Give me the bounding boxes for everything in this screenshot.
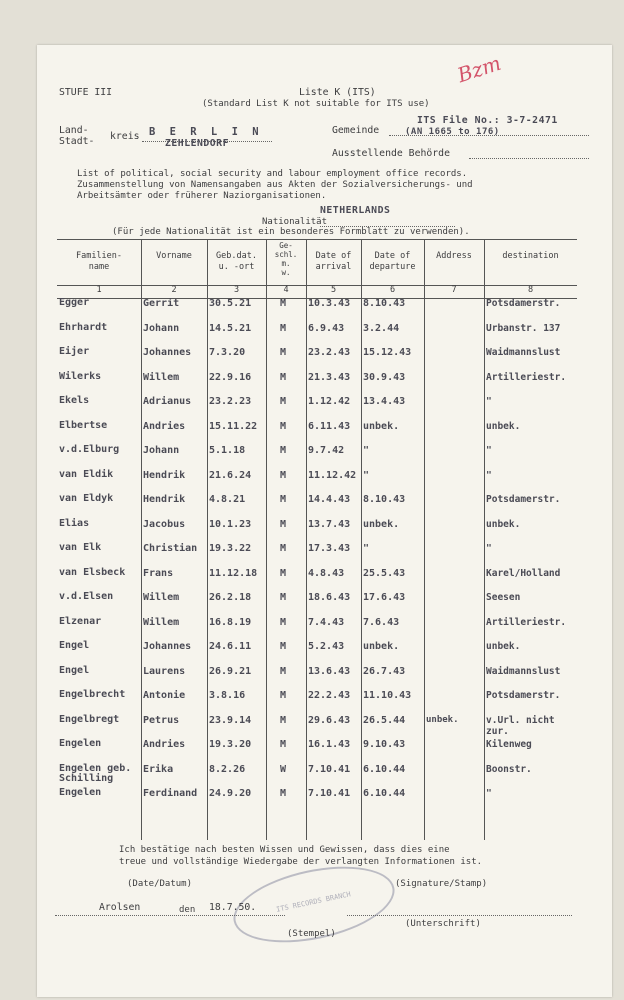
address-cell [424, 690, 484, 715]
kreis-label: kreis [110, 131, 140, 142]
gemeinde-label: Gemeinde [332, 125, 380, 136]
arrival-date-cell: 13.6.43 [308, 665, 351, 677]
address-cell [424, 421, 484, 446]
column-number-row [57, 285, 577, 298]
sex-cell: M [280, 592, 287, 603]
address-cell: unbek. [426, 714, 459, 725]
address-cell [424, 592, 484, 617]
column-number: 6 [389, 285, 396, 295]
departure-date-cell: 15.12.43 [363, 347, 412, 358]
land-label: Land- [59, 125, 89, 136]
departure-date-cell: 25.5.43 [363, 567, 406, 579]
departure-date-cell: 26.7.43 [363, 665, 406, 677]
arrival-date-cell: 22.2.43 [308, 690, 351, 701]
first-name-cell: Johannes [143, 347, 192, 358]
birth-date-cell: 8.2.26 [209, 763, 246, 775]
destination-cell: " [486, 445, 492, 456]
departure-date-cell: 9.10.43 [363, 739, 406, 750]
destination-cell: Urbanstr. 137 [486, 322, 561, 334]
departure-date-cell: 11.10.43 [363, 690, 412, 701]
date-value: 18.7.50. [209, 902, 257, 913]
sex-cell: M [280, 494, 287, 505]
address-cell [424, 568, 484, 593]
address-cell [424, 519, 484, 544]
address-cell [424, 347, 484, 372]
birth-date-cell: 4.8.21 [209, 494, 246, 505]
destination-cell: Seesen [486, 592, 521, 603]
table-row [57, 494, 577, 519]
surname-cell: van Eldik [59, 468, 114, 480]
departure-date-cell: 6.10.44 [363, 788, 406, 799]
column-number: 2 [171, 285, 177, 295]
table-row [57, 764, 577, 789]
stadt-label: Stadt- [59, 136, 95, 147]
address-cell [424, 788, 484, 813]
address-cell [424, 666, 484, 691]
birth-date-cell: 15.11.22 [209, 420, 258, 432]
stufe-label: STUFE III [59, 87, 113, 98]
departure-date-cell: 8.10.43 [363, 494, 406, 505]
stempel-label: (Stempel) [287, 929, 336, 939]
birth-date-cell: 7.3.20 [209, 347, 246, 358]
nationality-note: (Für jede Nationalität ist ein besonderes Formblatt zu verwenden). [112, 227, 470, 237]
destination-cell: unbek. [486, 420, 521, 432]
sex-cell: M [280, 616, 287, 628]
unterschrift-label: (Unterschrift) [405, 919, 481, 929]
birth-date-cell: 16.8.19 [209, 616, 252, 628]
table-row [57, 298, 577, 323]
birth-date-cell: 22.9.16 [209, 371, 252, 383]
destination-cell: Potsdamerstr. [486, 690, 561, 701]
destination-cell: Artilleriestr. [486, 371, 567, 383]
table-row [57, 568, 577, 593]
column-number: 8 [527, 285, 534, 295]
destination-cell: Potsdamerstr. [486, 494, 561, 505]
departure-date-cell: unbek. [363, 518, 400, 530]
address-cell [424, 739, 484, 764]
first-name-cell: Andries [143, 739, 186, 750]
column-header: Familien- name [75, 251, 123, 272]
birth-date-cell: 23.2.23 [209, 396, 252, 407]
address-cell [424, 372, 484, 397]
arrival-date-cell: 10.3.43 [308, 298, 351, 309]
ausstellende-label: Ausstellende Behörde [332, 148, 450, 159]
surname-cell: Engelbregt [59, 713, 120, 725]
sex-cell: M [280, 567, 287, 579]
column-header: Date of departure [369, 251, 416, 272]
destination-cell: " [486, 469, 492, 481]
first-name-cell: Willem [143, 592, 180, 603]
description-de-1: Zusammenstellung von Namensangaben aus Akten der Sozialversicherungs- und [77, 180, 473, 190]
surname-cell: Engelen [59, 787, 102, 798]
arrival-date-cell: 5.2.43 [308, 641, 345, 652]
surname-cell: Eijer [59, 346, 90, 357]
records-branch-stamp: ITS RECORDS BRANCH [227, 854, 402, 956]
arrival-date-cell: 18.6.43 [308, 592, 351, 603]
liste-title: Liste K (ITS) [299, 87, 376, 98]
address-cell [424, 641, 484, 666]
column-number: 4 [283, 285, 289, 295]
sex-cell: M [280, 347, 287, 358]
destination-cell: Potsdamerstr. [486, 298, 561, 309]
first-name-cell: Johann [143, 322, 180, 334]
arrival-date-cell: 7.4.43 [308, 616, 345, 628]
table-row [57, 739, 577, 764]
departure-date-cell: unbek. [363, 641, 400, 652]
birth-date-cell: 26.2.18 [209, 592, 252, 603]
destination-cell: Kilenweg [486, 739, 532, 750]
column-header: Vorname [156, 251, 192, 261]
destination-cell: Boonstr. [486, 763, 532, 775]
description-de-2: Arbeitsämter oder früherer Naziorganisationen. [77, 191, 327, 201]
destination-cell: v.Url. nicht zur. [486, 714, 555, 737]
table-row [57, 690, 577, 715]
surname-cell: Elias [59, 517, 90, 529]
birth-date-cell: 19.3.20 [209, 739, 252, 750]
birth-date-cell: 21.6.24 [209, 469, 252, 481]
records-body [57, 298, 577, 813]
table-row [57, 543, 577, 568]
first-name-cell: Willem [143, 616, 180, 628]
first-name-cell: Ferdinand [143, 788, 198, 799]
arrival-date-cell: 29.6.43 [308, 714, 351, 726]
column-number: 5 [330, 285, 337, 295]
departure-date-cell: " [363, 543, 370, 554]
address-cell [424, 470, 484, 495]
sex-cell: M [280, 788, 287, 799]
departure-date-cell: 13.4.43 [363, 396, 406, 407]
address-cell [424, 494, 484, 519]
attestation-line-1: Ich bestätige nach besten Wissen und Gewissen, dass dies eine [119, 845, 450, 855]
nationality-value: NETHERLANDS [320, 205, 391, 216]
birth-date-cell: 3.8.16 [209, 690, 246, 701]
first-name-cell: Gerrit [143, 298, 180, 309]
column-header: Address [436, 251, 472, 261]
sex-cell: W [280, 763, 287, 775]
arrival-date-cell: 13.7.43 [308, 518, 351, 530]
attestation-line-2: treue und vollständige Wiedergabe der verlangten Informationen ist. [119, 857, 483, 867]
table-row [57, 519, 577, 544]
address-cell [424, 445, 484, 470]
birth-date-cell: 11.12.18 [209, 567, 258, 579]
sex-cell: M [280, 469, 287, 481]
departure-date-cell: unbek. [363, 420, 400, 432]
arrival-date-cell: 17.3.43 [308, 543, 351, 554]
records-table [57, 239, 577, 813]
surname-cell: Engel [59, 640, 90, 651]
arrival-date-cell: 14.4.43 [308, 494, 351, 505]
column-header: Ge- schl. m. w. [274, 241, 298, 277]
destination-cell: Artilleriestr. [486, 616, 567, 628]
first-name-cell: Erika [143, 763, 174, 775]
arrival-date-cell: 4.8.43 [308, 567, 345, 579]
column-number: 1 [96, 285, 102, 295]
table-row [57, 372, 577, 397]
table-row [57, 396, 577, 421]
destination-cell: Karel/Holland [486, 567, 561, 579]
its-file-range: (AN 1665 to 176) [405, 127, 500, 137]
address-cell [424, 396, 484, 421]
address-cell [424, 617, 484, 642]
first-name-cell: Andries [143, 420, 186, 432]
date-label: (Date/Datum) [127, 879, 193, 889]
sex-cell: M [280, 543, 287, 554]
surname-cell: v.d.Elsen [59, 591, 114, 602]
table-row [57, 641, 577, 666]
first-name-cell: Johann [143, 445, 180, 456]
column-header-row [57, 239, 577, 285]
sex-cell: M [280, 690, 287, 701]
ausstellende-dotline [469, 158, 589, 159]
address-cell [424, 298, 484, 323]
birth-date-cell: 24.6.11 [209, 641, 252, 652]
arrival-date-cell: 23.2.43 [308, 347, 351, 358]
den-label: den [179, 905, 196, 915]
sex-cell: M [280, 518, 287, 530]
birth-date-cell: 5.1.18 [209, 445, 246, 456]
first-name-cell: Frans [143, 567, 174, 579]
birth-date-cell: 26.9.21 [209, 665, 252, 677]
place-value: Arolsen [99, 902, 141, 913]
surname-cell: Engelbrecht [59, 689, 126, 700]
first-name-cell: Hendrik [143, 494, 186, 505]
first-name-cell: Laurens [143, 665, 186, 677]
arrival-date-cell: 6.9.43 [308, 322, 345, 334]
table-row [57, 323, 577, 348]
arrival-date-cell: 7.10.41 [308, 763, 351, 775]
destination-cell: " [486, 396, 492, 407]
surname-cell: Engel [59, 664, 90, 676]
surname-cell: v.d.Elburg [59, 444, 120, 455]
arrival-date-cell: 6.11.43 [308, 420, 351, 432]
surname-cell: Ekels [59, 395, 90, 406]
arrival-date-cell: 9.7.42 [308, 445, 345, 456]
birth-date-cell: 10.1.23 [209, 518, 252, 530]
departure-date-cell: 3.2.44 [363, 322, 400, 334]
table-row [57, 788, 577, 813]
departure-date-cell: " [363, 445, 370, 456]
departure-date-cell: 8.10.43 [363, 298, 406, 309]
sex-cell: M [280, 322, 287, 334]
kreis-value: B E R L I N [149, 126, 263, 138]
sex-cell: M [280, 665, 287, 677]
sex-cell: M [280, 714, 287, 726]
column-header: destination [502, 251, 559, 261]
destination-cell: Waidmannslust [486, 347, 561, 358]
kreis-sub: ZEHLENDORF [165, 138, 229, 149]
destination-cell: " [486, 788, 492, 799]
surname-cell: Elbertse [59, 419, 108, 431]
sex-cell: M [280, 396, 287, 407]
table-row [57, 470, 577, 495]
table-row [57, 445, 577, 470]
table-row [57, 617, 577, 642]
birth-date-cell: 14.5.21 [209, 322, 252, 334]
departure-date-cell: " [363, 469, 370, 481]
destination-cell: unbek. [486, 518, 521, 530]
first-name-cell: Christian [143, 543, 198, 554]
date-dotline [55, 915, 285, 916]
sex-cell: M [280, 371, 287, 383]
first-name-cell: Petrus [143, 714, 180, 726]
departure-date-cell: 30.9.43 [363, 371, 406, 383]
first-name-cell: Johannes [143, 641, 192, 652]
first-name-cell: Adrianus [143, 396, 192, 407]
destination-cell: " [486, 543, 492, 554]
surname-cell: van Elk [59, 542, 102, 553]
surname-cell: Elzenar [59, 615, 102, 627]
departure-date-cell: 6.10.44 [363, 763, 406, 775]
surname-cell: van Eldyk [59, 493, 114, 504]
departure-date-cell: 17.6.43 [363, 592, 406, 603]
standard-note: (Standard List K not suitable for ITS use) [202, 99, 430, 109]
document-page [37, 45, 612, 997]
birth-date-cell: 24.9.20 [209, 788, 252, 799]
column-number: 7 [451, 285, 457, 295]
first-name-cell: Jacobus [143, 518, 186, 530]
destination-cell: unbek. [486, 641, 521, 652]
arrival-date-cell: 1.12.42 [308, 396, 351, 407]
departure-date-cell: 7.6.43 [363, 616, 400, 628]
table-row [57, 715, 577, 740]
birth-date-cell: 23.9.14 [209, 714, 252, 726]
column-header: Geb.dat. u. -ort [216, 251, 257, 272]
sex-cell: M [280, 445, 287, 456]
first-name-cell: Hendrik [143, 469, 186, 481]
sex-cell: M [280, 420, 287, 432]
sex-cell: M [280, 739, 287, 750]
table-row [57, 592, 577, 617]
surname-cell: Engelen [59, 738, 102, 749]
its-file-number: ITS File No.: 3-7-2471 [417, 115, 558, 126]
address-cell [424, 543, 484, 568]
arrival-date-cell: 21.3.43 [308, 371, 351, 383]
surname-cell: Ehrhardt [59, 321, 108, 333]
surname-cell: Engelen geb. Schilling [59, 762, 132, 784]
first-name-cell: Antonie [143, 690, 186, 701]
first-name-cell: Willem [143, 371, 180, 383]
table-row [57, 666, 577, 691]
departure-date-cell: 26.5.44 [363, 714, 406, 726]
address-cell [424, 764, 484, 789]
arrival-date-cell: 16.1.43 [308, 739, 351, 750]
signature-label: (Signature/Stamp) [395, 879, 488, 889]
table-row [57, 347, 577, 372]
handwritten-mark: Bzm [454, 50, 504, 88]
description-en: List of political, social security and labour employment office records. [77, 169, 468, 179]
destination-cell: Waidmannslust [486, 665, 561, 677]
arrival-date-cell: 7.10.41 [308, 788, 351, 799]
arrival-date-cell: 11.12.42 [308, 469, 357, 481]
sex-cell: M [280, 641, 287, 652]
sex-cell: M [280, 298, 287, 309]
table-row [57, 421, 577, 446]
surname-cell: Wilerks [59, 370, 102, 382]
column-header: Date of arrival [315, 251, 352, 272]
nationality-label: Nationalität [262, 217, 328, 227]
address-cell [424, 323, 484, 348]
surname-cell: Egger [59, 297, 90, 308]
column-number: 3 [233, 285, 240, 295]
birth-date-cell: 19.3.22 [209, 543, 252, 554]
signature-dotline [347, 915, 572, 916]
birth-date-cell: 30.5.21 [209, 298, 252, 309]
surname-cell: van Elsbeck [59, 566, 126, 578]
